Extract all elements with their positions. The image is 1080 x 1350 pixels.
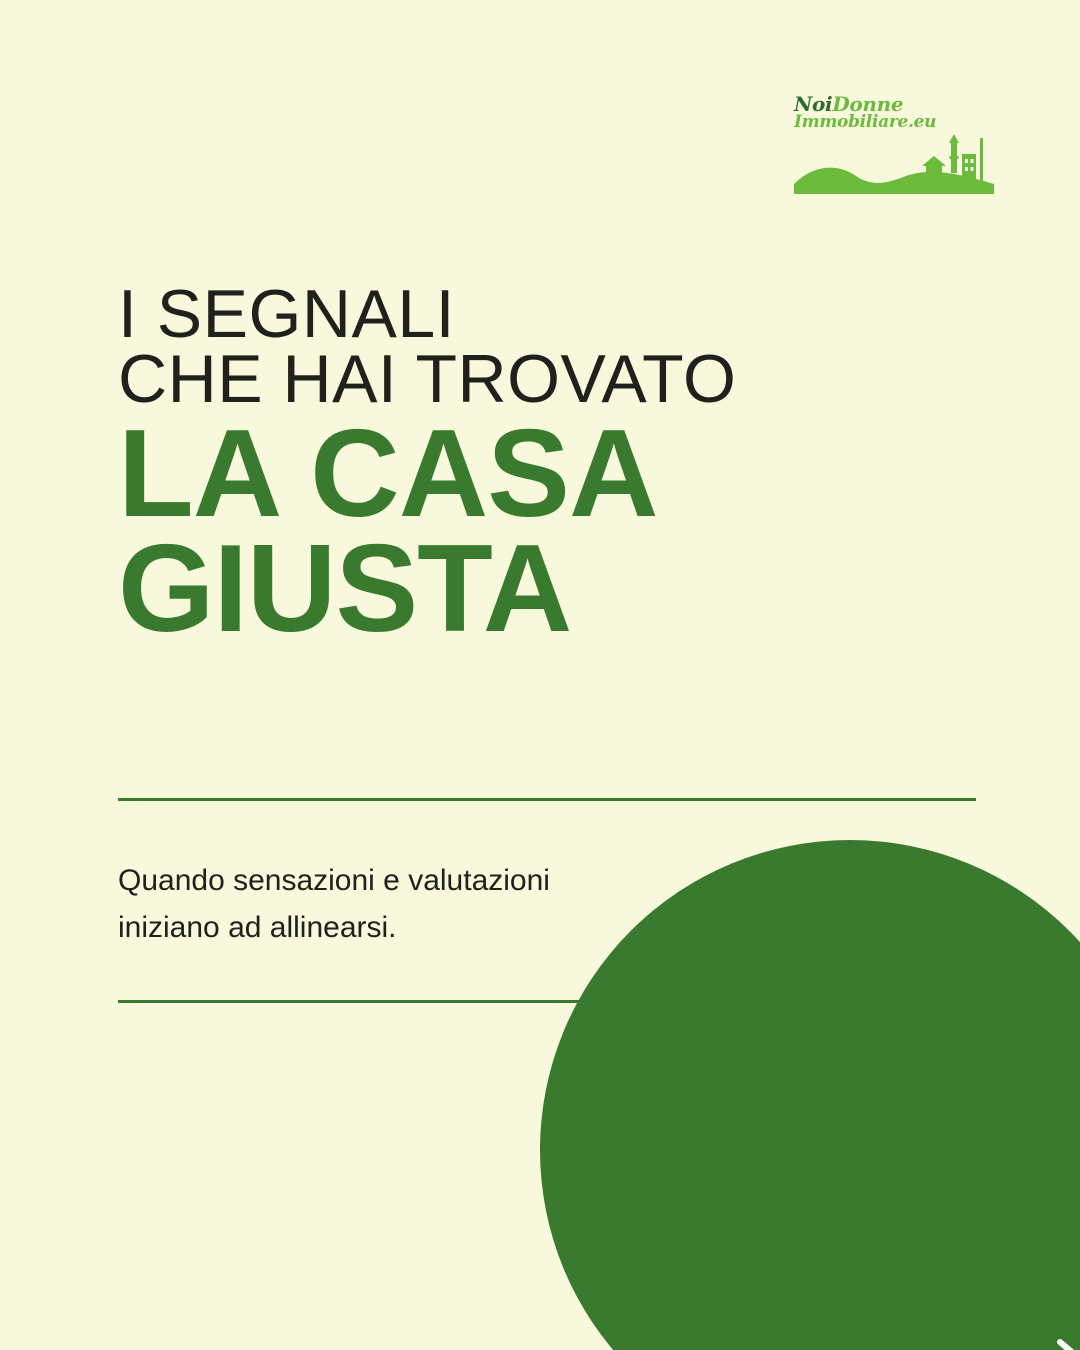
headline-light xyxy=(118,276,998,418)
brand-logo-text xyxy=(794,94,944,132)
headline-bold-line1: LA CASA xyxy=(118,404,658,543)
brand-logo-line2: Immobiliare.eu xyxy=(794,112,937,133)
hills-house-tower-logo-icon xyxy=(794,132,994,198)
headline-light-line1: I SEGNALI xyxy=(118,276,456,352)
brand-logo-donne: Donne xyxy=(832,92,904,116)
subtitle-line2: iniziano ad allinearsi. xyxy=(118,910,397,944)
subtitle-line1: Quando sensazioni e valutazioni xyxy=(118,864,550,897)
arrow-right-icon[interactable] xyxy=(968,1336,1080,1350)
brand-logo[interactable] xyxy=(794,88,994,198)
headline-bold-line2: GIUSTA xyxy=(118,519,572,658)
brand-logo-noi: Noi xyxy=(794,92,833,116)
headline-bold xyxy=(118,404,998,658)
brand-logo-line1 xyxy=(794,94,944,114)
divider-top xyxy=(118,798,976,801)
headline-light-line2: CHE HAI TROVATO xyxy=(118,341,737,418)
page-title xyxy=(118,276,998,658)
